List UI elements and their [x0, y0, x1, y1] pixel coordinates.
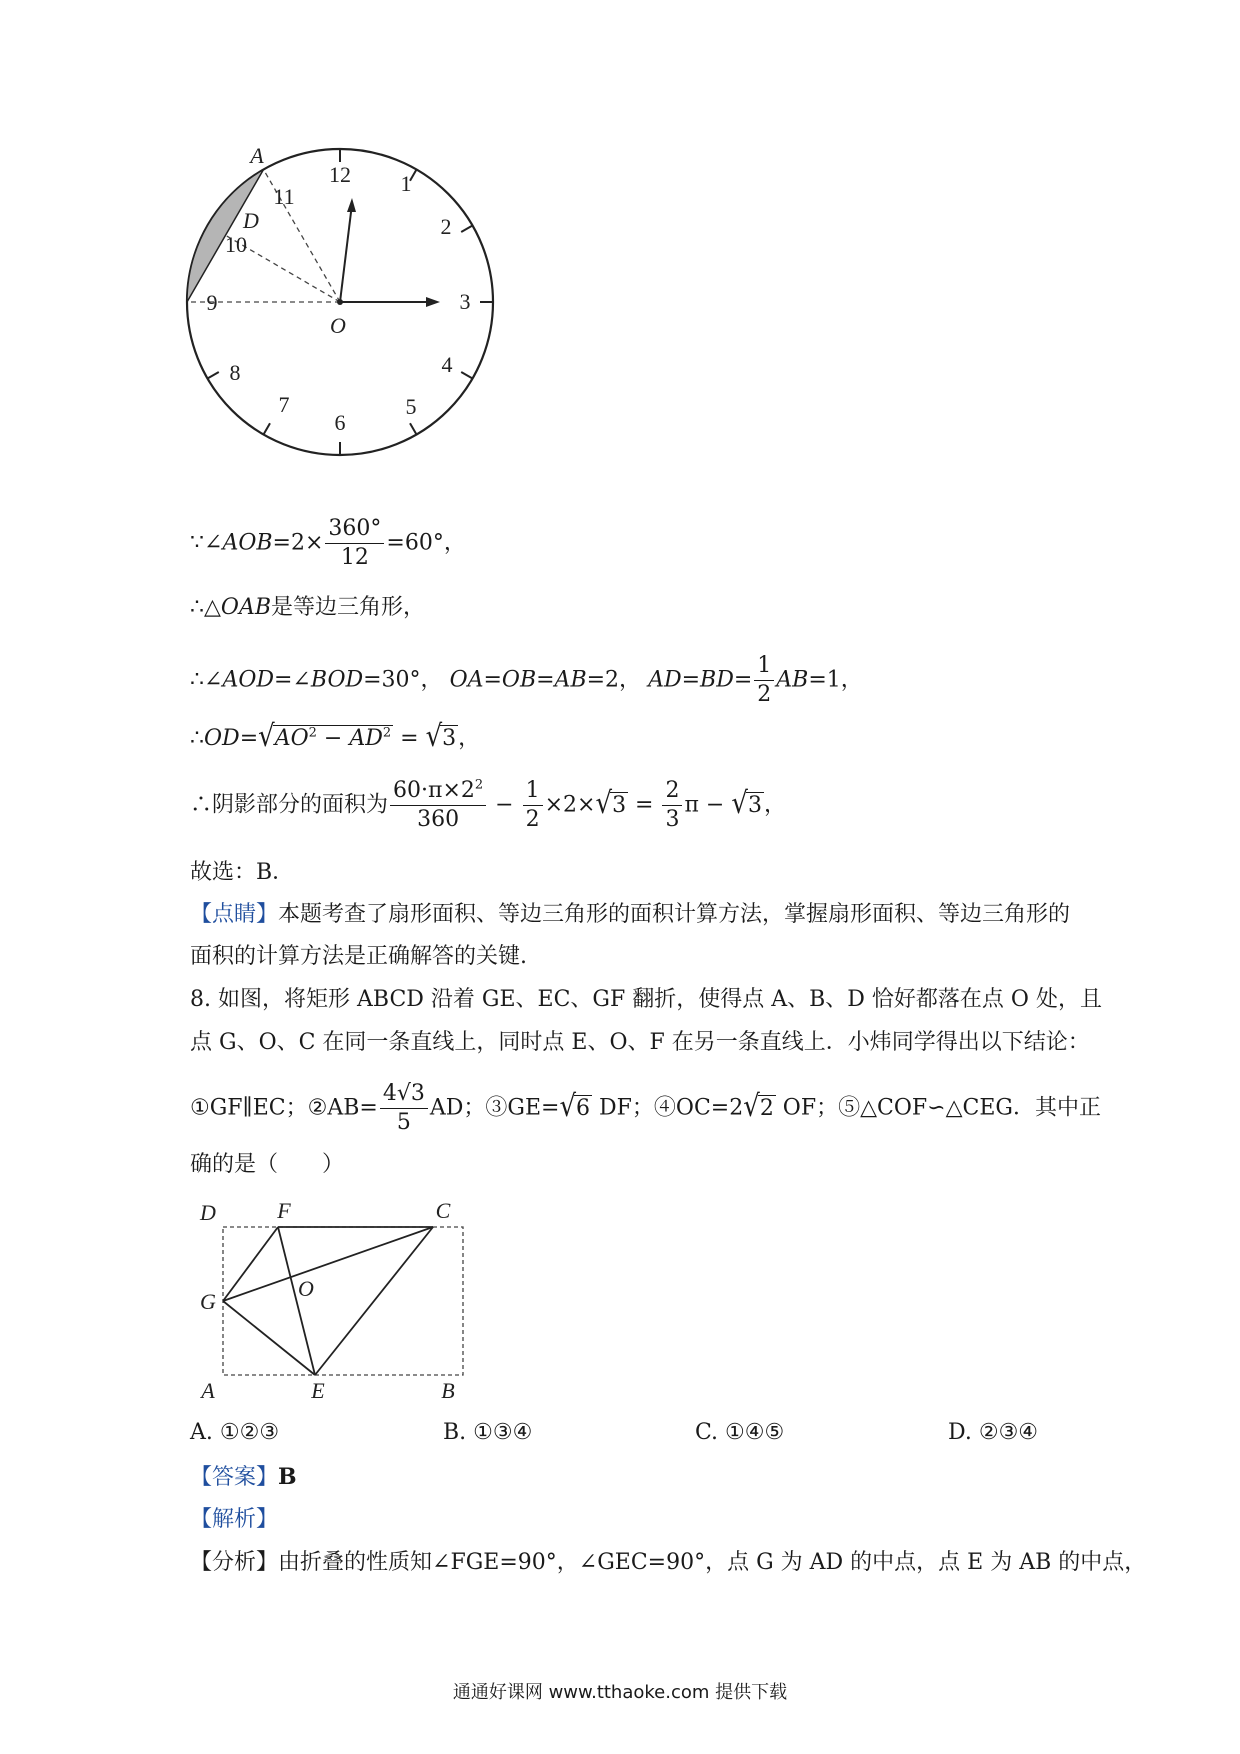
label-D: D — [200, 1200, 216, 1225]
clock-number-6: 6 — [334, 410, 346, 435]
q8-line-1: 8. 如图，将矩形 ABCD 沿着 GE、EC、GF 翻折，使得点 A、B、D 恰好都落在点 O 处，且 — [190, 987, 1102, 1012]
answer-line: 【答案】B — [190, 1464, 297, 1490]
option-c: C. ①④⑤ — [695, 1420, 785, 1445]
clock-number-10: 10 — [225, 232, 247, 257]
solution-line-5: ∴阴影部分的面积为 $\frac{60\cdot\pi\times 2^2}{360}$ − $\frac{1}{2}$ ×2×√3 = $\frac{2}{3}$ π − √3， — [190, 777, 786, 832]
clock-number-4: 4 — [441, 352, 453, 377]
label-O: O — [330, 313, 346, 338]
label-B: B — [441, 1378, 455, 1403]
analysis-line: 【解析】 — [190, 1507, 279, 1532]
fraction-4root3-5: $\frac{4√3}{5}$ — [380, 1080, 428, 1137]
footer: 通通好课网 www.tthaoke.com 提供下载 — [452, 1682, 788, 1703]
fraction-half: $\frac{1}{2}$ — [754, 652, 774, 709]
q8-line-3: ①GF∥EC；②AB= $\frac{4√3}{5}$ AD；③GE=√6 DF；④OC=2√2 OF；⑤△COF∽△CEG．其中正 — [190, 1081, 1101, 1135]
label-O: O — [298, 1276, 314, 1301]
label-F: F — [277, 1198, 291, 1223]
clock-number-9: 9 — [206, 290, 218, 315]
option-b: B. ①③④ — [443, 1420, 533, 1445]
label-C: C — [435, 1198, 451, 1223]
fraction-sector: $\frac{60\cdot\pi\times 2^2}{360}$ — [390, 777, 486, 834]
q8-line-2: 点 G、O、C 在同一条直线上，同时点 E、O、F 在另一条直线上．小炜同学得出以下结论： — [190, 1030, 1090, 1055]
clock-figure — [180, 140, 500, 470]
solution-line-1: ∵∠AOB=2× $\frac{360^\circ}{12}$ =60°， — [190, 516, 466, 570]
label-G: G — [200, 1289, 216, 1314]
clock-number-3: 3 — [459, 289, 471, 314]
rectangle-figure — [190, 1190, 470, 1410]
clock-number-7: 7 — [278, 392, 290, 417]
option-d: D. ②③④ — [948, 1420, 1039, 1445]
solution-line-3: ∴∠AOD=∠BOD=30°， OA=OB=AB=2， AD=BD= $\frac{1}{2}$ AB=1， — [190, 653, 863, 707]
clock-number-5: 5 — [405, 394, 417, 419]
solution-line-4: $\therefore OD=√AO^2 - AD^2 = √3$， — [190, 719, 481, 755]
label-D: D — [243, 208, 259, 233]
label-E: E — [311, 1378, 325, 1403]
option-a: A. ①②③ — [190, 1420, 280, 1445]
comment-line-2: 面积的计算方法是正确解答的关键. — [190, 944, 527, 969]
comment-line-1: 【点睛】本题考查了扇形面积、等边三角形的面积计算方法，掌握扇形面积、等边三角形的 — [190, 902, 1071, 927]
solution-line-2: ∴△OAB是等边三角形， — [190, 595, 426, 620]
label-A: A — [250, 143, 264, 168]
q8-line-4: 确的是（ ） — [190, 1152, 345, 1177]
clock-number-1: 1 — [400, 171, 412, 196]
clock-number-12: 12 — [329, 162, 351, 187]
clock-number-11: 11 — [273, 184, 295, 209]
clock-number-8: 8 — [229, 360, 241, 385]
fraction-360-12: $\frac{360^\circ}{12}$ — [325, 515, 384, 572]
clock-number-2: 2 — [440, 214, 452, 239]
fenxi-line: 【分析】由折叠的性质知∠FGE=90°，∠GEC=90°，点 G 为 AD 的中点，点 E 为 AB 的中点， — [190, 1550, 1147, 1575]
choose-line: 故选：B． — [190, 860, 295, 885]
label-A: A — [201, 1378, 215, 1403]
